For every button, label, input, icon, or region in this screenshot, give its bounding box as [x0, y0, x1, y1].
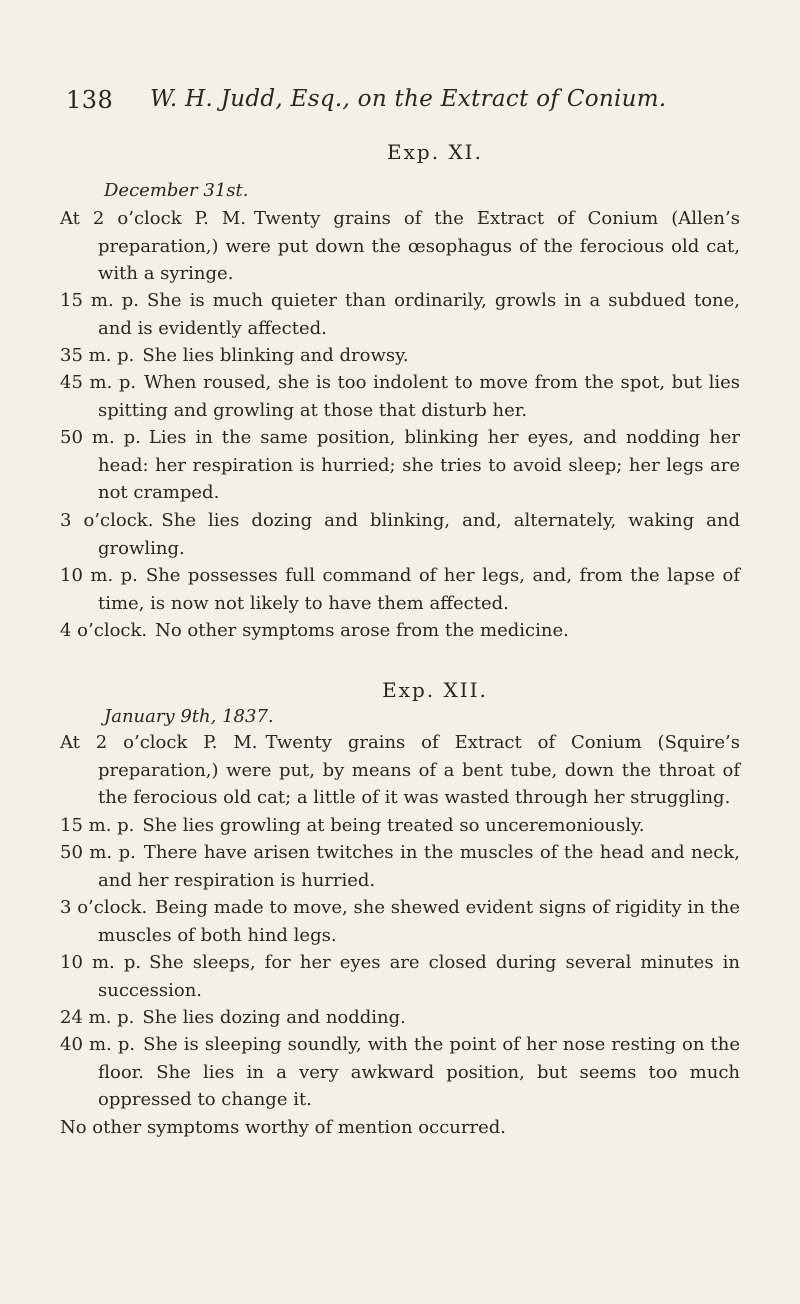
log-text: She is sleeping soundly, with the point of her nose resting on the floor. She lies in a very awkward position, but seems too much oppressed to change it. [98, 1034, 740, 1110]
log-entry [60, 729, 740, 812]
log-time: 10 m. p. [60, 952, 142, 973]
log-entry [60, 424, 740, 507]
log-text: She lies blinking and drowsy. [142, 345, 409, 366]
log-text: She sleeps, for her eyes are closed during several minutes in succession. [98, 952, 740, 1001]
log-entry [60, 617, 740, 645]
log-entry [60, 1004, 740, 1032]
log-text: Being made to move, she shewed evident signs of rigidity in the muscles of both hind legs. [98, 897, 740, 946]
log-entry [60, 1031, 740, 1114]
log-text: Lies in the same position, blinking her eyes, and nodding her head: her respiration is hurried; she tries to avoid sleep; her legs are not cramped. [98, 427, 740, 503]
log-text: She possesses full command of her legs, and, from the lapse of time, is now not likely to have them affected. [98, 565, 740, 614]
log-text: Twenty grains of the Extract of Conium (Allen’s preparation,) were put down the œsophagus of the ferocious old cat, with a syringe. [98, 208, 740, 284]
log-time: 35 m. p. [60, 345, 135, 366]
log-time: 50 m. p. [60, 842, 136, 863]
log-text: Twenty grains of Extract of Conium (Squire’s preparation,) were put, by means of a bent tube, down the throat of the ferocious old cat; a little of it was wasted through her struggling. [98, 732, 740, 808]
log-time: 40 m. p. [60, 1034, 136, 1055]
log-text: When roused, she is too indolent to move from the spot, but lies spitting and growling at those that disturb her. [98, 372, 740, 421]
page-number: 138 [66, 86, 114, 114]
closing-note: No other symptoms worthy of mention occurred. [60, 1117, 506, 1138]
log-entry [60, 949, 740, 1004]
experiment-heading: Exp. XII. [382, 678, 488, 702]
log-time: 4 o’clock. [60, 620, 148, 641]
log-entry [60, 342, 740, 370]
log-time: At 2 o’clock P. M. [60, 208, 246, 229]
log-entry [60, 205, 740, 288]
experiment-date: December 31st. [104, 180, 249, 201]
log-text: She is much quieter than ordinarily, growls in a subdued tone, and is evidently affected. [98, 290, 741, 339]
log-text: She lies growling at being treated so unceremoniously. [142, 815, 645, 836]
page-header [66, 86, 766, 126]
log-time: 24 m. p. [60, 1007, 135, 1028]
log-entry [60, 507, 740, 562]
log-entry [60, 287, 740, 342]
log-entry [60, 562, 740, 617]
log-time: 3 o’clock. [60, 510, 154, 531]
experiment-heading: Exp. XI. [387, 140, 483, 164]
log-time: 15 m. p. [60, 815, 135, 836]
log-text: There have arisen twitches in the muscles of the head and neck, and her respiration is hurried. [98, 842, 741, 891]
log-time: 10 m. p. [60, 565, 138, 586]
experiment-date: January 9th, 1837. [104, 706, 274, 727]
log-time: At 2 o’clock P. M. [60, 732, 258, 753]
running-title: W. H. Judd, Esq., on the Extract of Conium. [150, 86, 667, 112]
log-time: 50 m. p. [60, 427, 141, 448]
log-time: 3 o’clock. [60, 897, 148, 918]
log-entry [60, 839, 740, 894]
log-text: She lies dozing and blinking, and, alternately, waking and growling. [98, 510, 740, 559]
log-entry [60, 369, 740, 424]
log-text: No other symptoms arose from the medicine. [155, 620, 569, 641]
log-time: 15 m. p. [60, 290, 139, 311]
log-entry [60, 812, 740, 840]
log-text: She lies dozing and nodding. [142, 1007, 406, 1028]
log-entry [60, 894, 740, 949]
log-time: 45 m. p. [60, 372, 137, 393]
